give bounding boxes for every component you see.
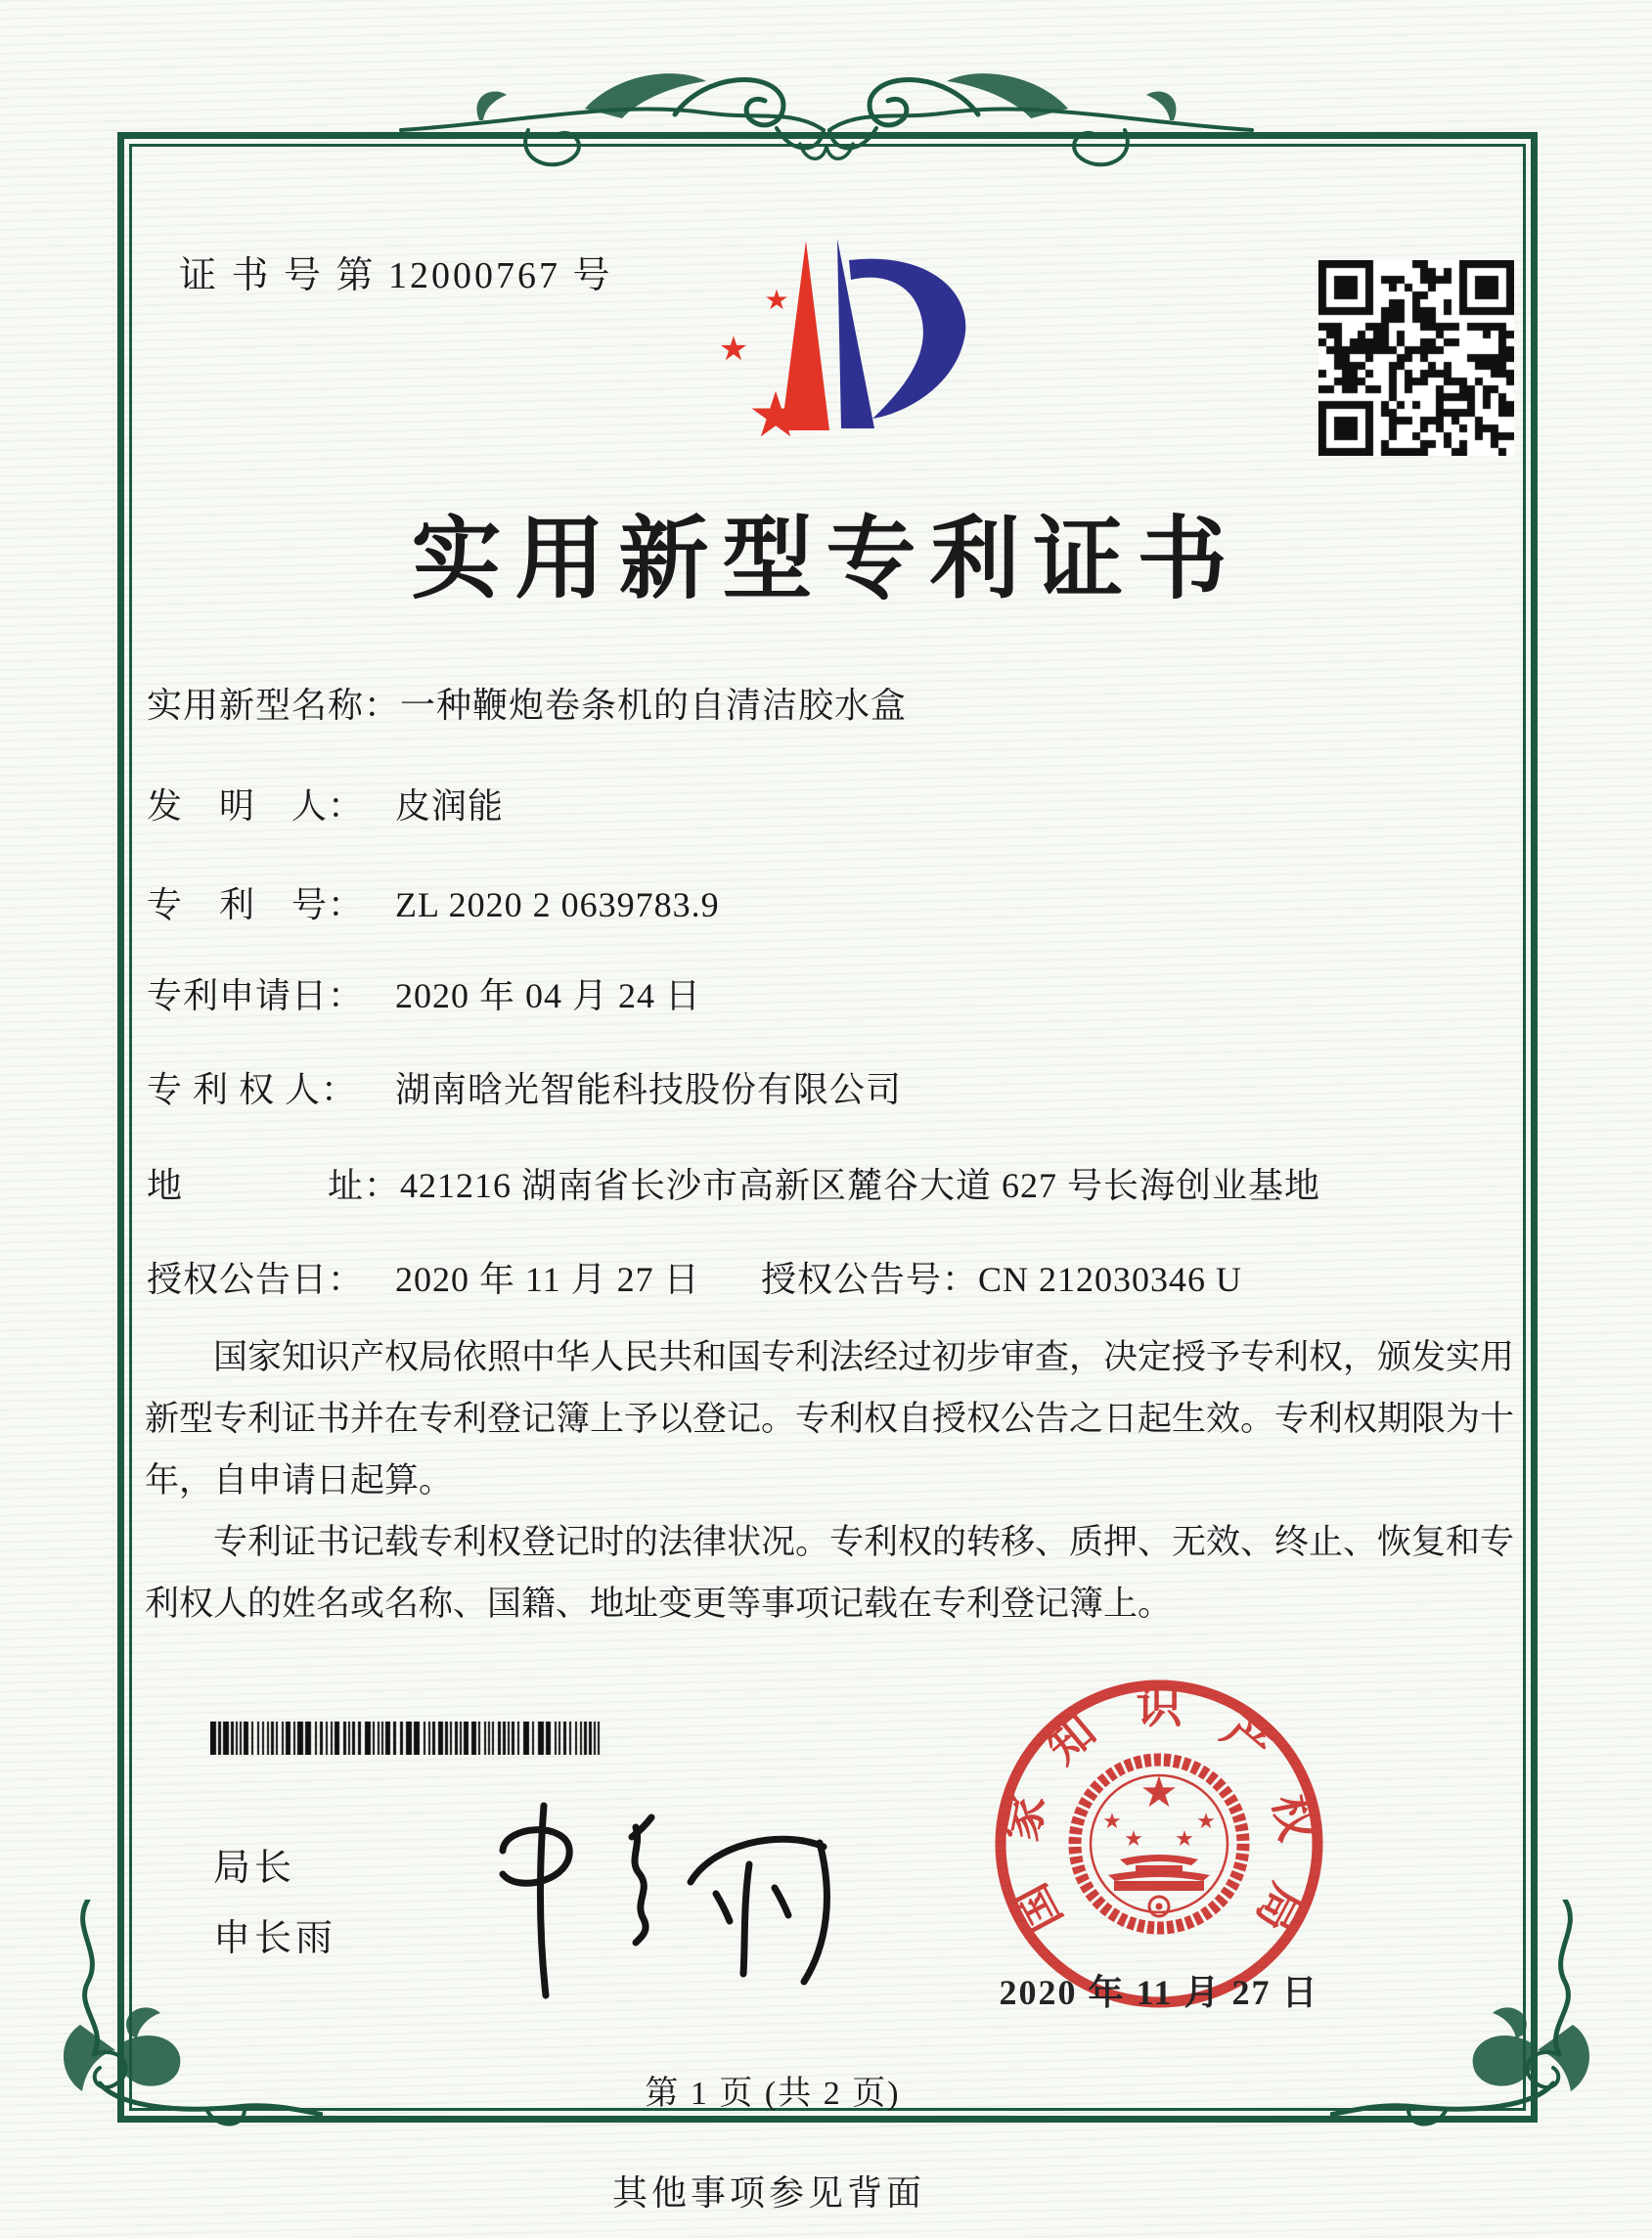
field-value: 皮润能 [395,786,505,826]
svg-text:产: 产 [1212,1705,1281,1774]
field-label: 专 利 号： [147,885,365,924]
bottom-right-ornament-icon [1330,1900,1594,2134]
legal-text [145,1326,1514,1634]
signoff-name: 申长雨 [213,1918,337,1959]
legal-paragraph-1: 国家知识产权局依照中华人民共和国专利法经过初步审查，决定授予专利权，颁发实用新型专利证书并在专利登记簿上予以登记。专利权自授权公告之日起生效。专利权期限为十年，自申请日起算。 [145,1338,1515,1499]
tiananmen-gate-icon [1108,1855,1210,1916]
field-row-grant-date [147,1252,1243,1302]
cnipa-logo-icon [683,235,976,440]
field-grant-number [761,1252,1242,1302]
field-row-utility-model-name [147,678,907,728]
svg-text:★: ★ [1139,1768,1179,1816]
director-signature [460,1788,851,2013]
field-value: 一种鞭炮卷条机的自清洁胶水盒 [400,686,908,725]
svg-text:★: ★ [1124,1826,1143,1851]
svg-text:★: ★ [1196,1809,1216,1833]
field-value: 421216 湖南省长沙市高新区麓谷大道 627 号长海创业基地 [400,1166,1321,1205]
svg-text:家: 家 [996,1790,1055,1846]
field-row-address [147,1158,1320,1208]
field-row-patentee [147,1062,902,1112]
field-label: 授权公告号： [761,1260,979,1299]
svg-text:识: 识 [1136,1682,1183,1733]
page-number: 第 1 页 (共 2 页) [645,2076,901,2112]
svg-text:★: ★ [1175,1826,1194,1851]
signoff-role: 局长 [213,1848,296,1889]
qr-code [1318,260,1514,456]
top-border-ornament-icon [381,54,1272,186]
field-value: 2020 年 04 月 24 日 [395,976,702,1015]
field-row-inventor [147,779,504,828]
certificate-title: 实用新型专利证书 [411,510,1241,609]
field-row-patent-number [147,877,720,927]
field-value: 湖南晗光智能科技股份有限公司 [395,1070,903,1109]
field-label: 授权公告日： [147,1260,365,1299]
field-label: 实用新型名称： [147,686,401,725]
official-seal [983,1663,1335,2054]
logo-star-icon: ★ [718,332,749,368]
logo-star-icon: ★ [747,380,804,440]
certificate-number: 证 书 号 第 12000767 号 [179,255,613,296]
field-label: 专利申请日： [147,976,365,1015]
field-value: 2020 年 11 月 27 日 [395,1260,700,1299]
field-label: 地 址： [147,1166,401,1205]
svg-text:国: 国 [1005,1875,1073,1941]
svg-text:★: ★ [1102,1809,1122,1833]
svg-text:局: 局 [1245,1875,1313,1941]
legal-paragraph-2: 专利证书记载专利权登记时的法律状况。专利权的转移、质押、无效、终止、恢复和专利权人的姓名或名称、国籍、地址变更等事项记载在专利登记簿上。 [145,1523,1515,1623]
svg-text:知: 知 [1037,1705,1106,1774]
back-side-note: 其他事项参见背面 [611,2173,925,2213]
field-label: 专 利 权 人： [147,1070,358,1109]
svg-text:权: 权 [1263,1790,1322,1846]
field-row-filing-date [147,968,701,1018]
national-emblem-icon [1075,1760,1243,1928]
field-value: ZL 2020 2 0639783.9 [395,885,720,924]
barcode [210,1722,602,1755]
field-value: CN 212030346 U [978,1260,1243,1299]
seal-date: 2020 年 11 月 27 日 [999,1973,1319,2012]
logo-star-icon: ★ [764,286,789,316]
field-label: 发 明 人： [147,786,365,826]
